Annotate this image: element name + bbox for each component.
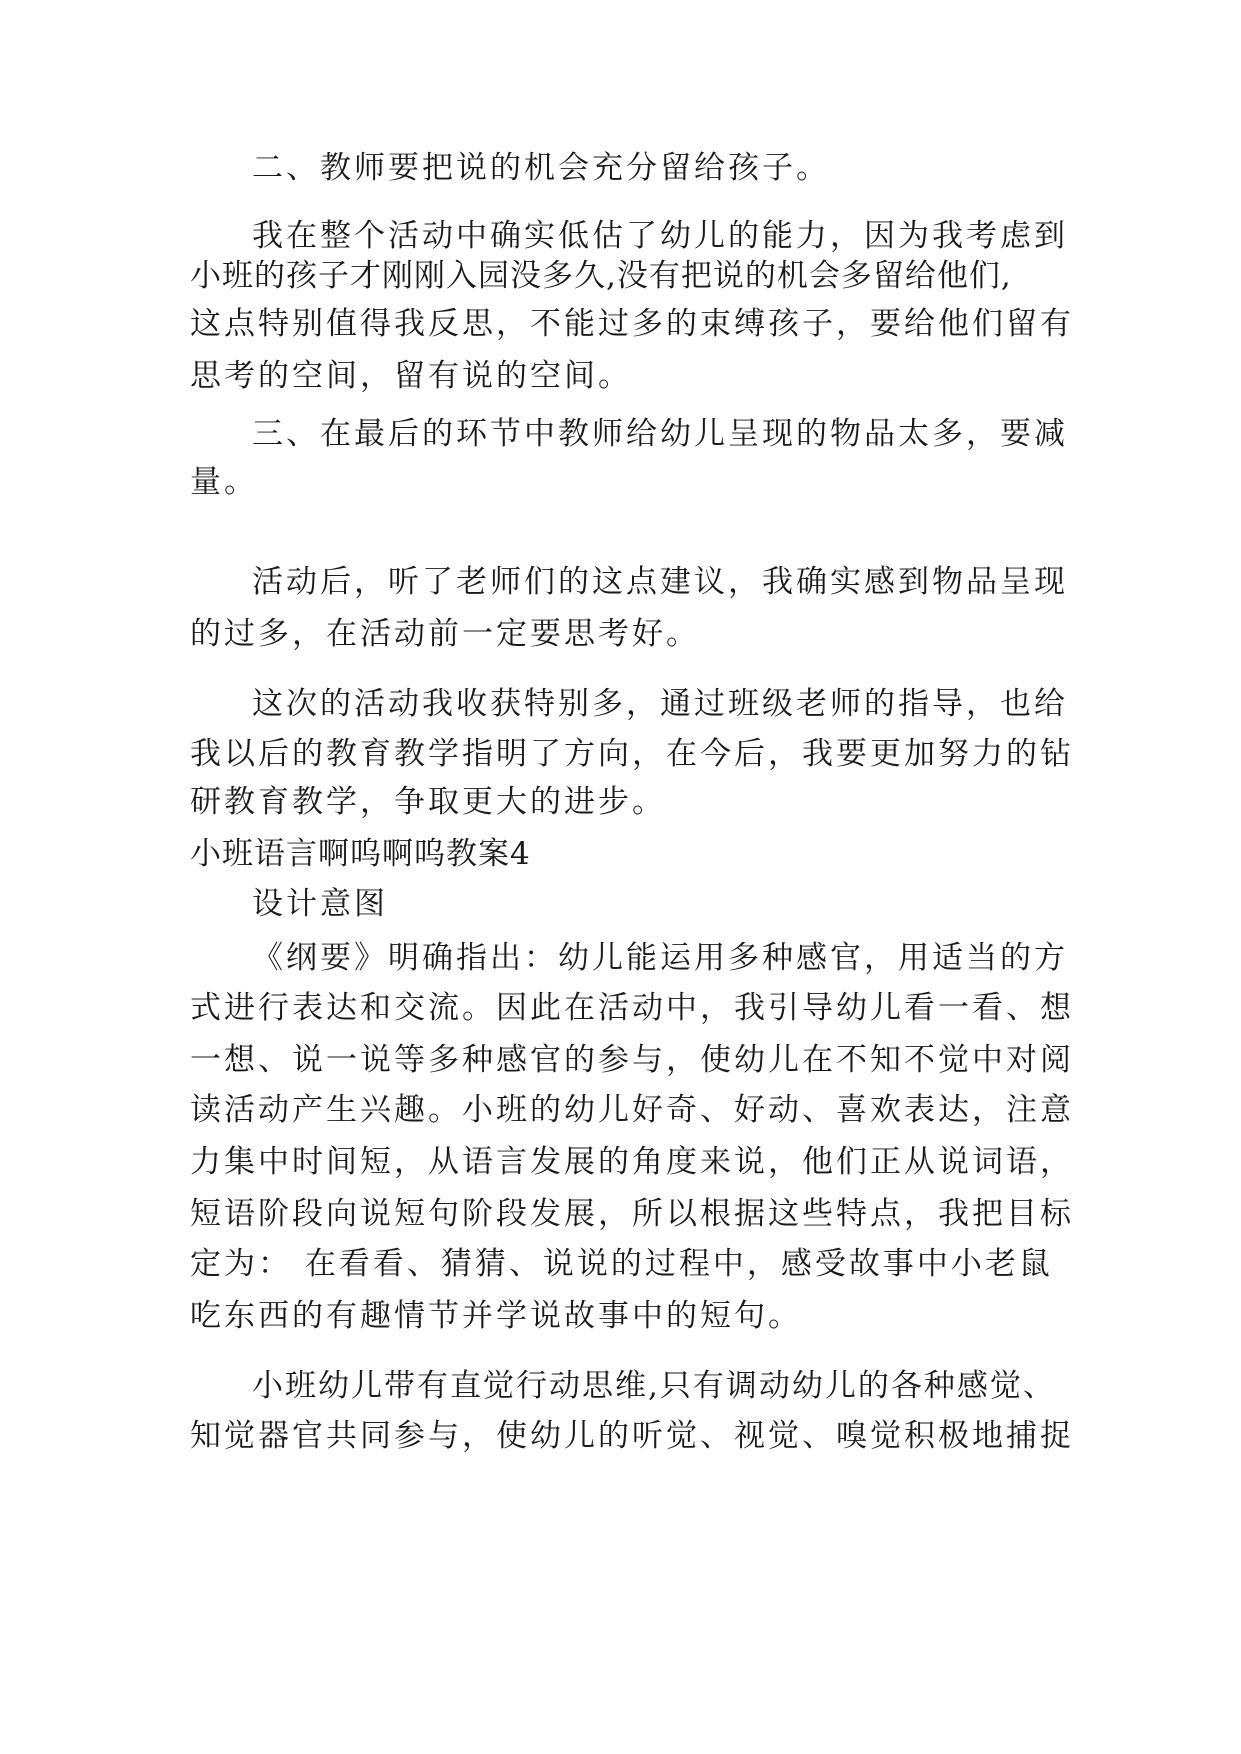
paragraph-line: 思考的空间，留有说的空间。 (190, 358, 632, 394)
paragraph-line: 短语阶段向说短句阶段发展，所以根据这些特点，我把目标 (190, 1196, 1074, 1232)
paragraph-line: 一想、说一说等多种感官的参与，使幼儿在不知不觉中对阅 (190, 1042, 1074, 1078)
paragraph-line: 《纲要》明确指出：幼儿能运用多种感官，用适当的方 (252, 940, 1068, 976)
section-heading: 小班语言啊呜啊呜教案4 (190, 836, 531, 872)
paragraph-line: 定为： 在看看、猜猜、说说的过程中，感受故事中小老鼠 (190, 1246, 1053, 1282)
paragraph-line: 小班的孩子才刚刚入园没多久,没有把说的机会多留给他们, (190, 258, 1012, 294)
paragraph-line: 我以后的教育教学指明了方向，在今后，我要更加努力的钻 (190, 736, 1074, 772)
paragraph-line: 式进行表达和交流。因此在活动中，我引导幼儿看一看、想 (190, 990, 1074, 1026)
paragraph-line: 二、教师要把说的机会充分留给孩子。 (252, 150, 830, 186)
paragraph-line: 力集中时间短，从语言发展的角度来说，他们正从说词语， (190, 1144, 1074, 1180)
paragraph-line: 这点特别值得我反思，不能过多的束缚孩子，要给他们留有 (190, 306, 1074, 342)
paragraph-line: 的过多，在活动前一定要思考好。 (190, 616, 700, 652)
paragraph-line: 小班幼儿带有直觉行动思维,只有调动幼儿的各种感觉、 (252, 1368, 1056, 1404)
paragraph-line: 我在整个活动中确实低估了幼儿的能力，因为我考虑到 (252, 218, 1068, 254)
paragraph-line: 三、在最后的环节中教师给幼儿呈现的物品太多，要减 (252, 416, 1068, 452)
paragraph-line: 吃东西的有趣情节并学说故事中的短句。 (190, 1298, 802, 1334)
paragraph-line: 研教育教学，争取更大的进步。 (190, 784, 666, 820)
paragraph-line: 活动后，听了老师们的这点建议，我确实感到物品呈现 (252, 564, 1068, 600)
paragraph-line: 这次的活动我收获特别多，通过班级老师的指导，也给 (252, 686, 1068, 722)
paragraph-line: 量。 (190, 464, 258, 500)
paragraph-line: 知觉器官共同参与，使幼儿的听觉、视觉、嗅觉积极地捕捉 (190, 1418, 1074, 1454)
paragraph-line: 读活动产生兴趣。小班的幼儿好奇、好动、喜欢表达，注意 (190, 1092, 1074, 1128)
subheading: 设计意图 (252, 886, 388, 922)
